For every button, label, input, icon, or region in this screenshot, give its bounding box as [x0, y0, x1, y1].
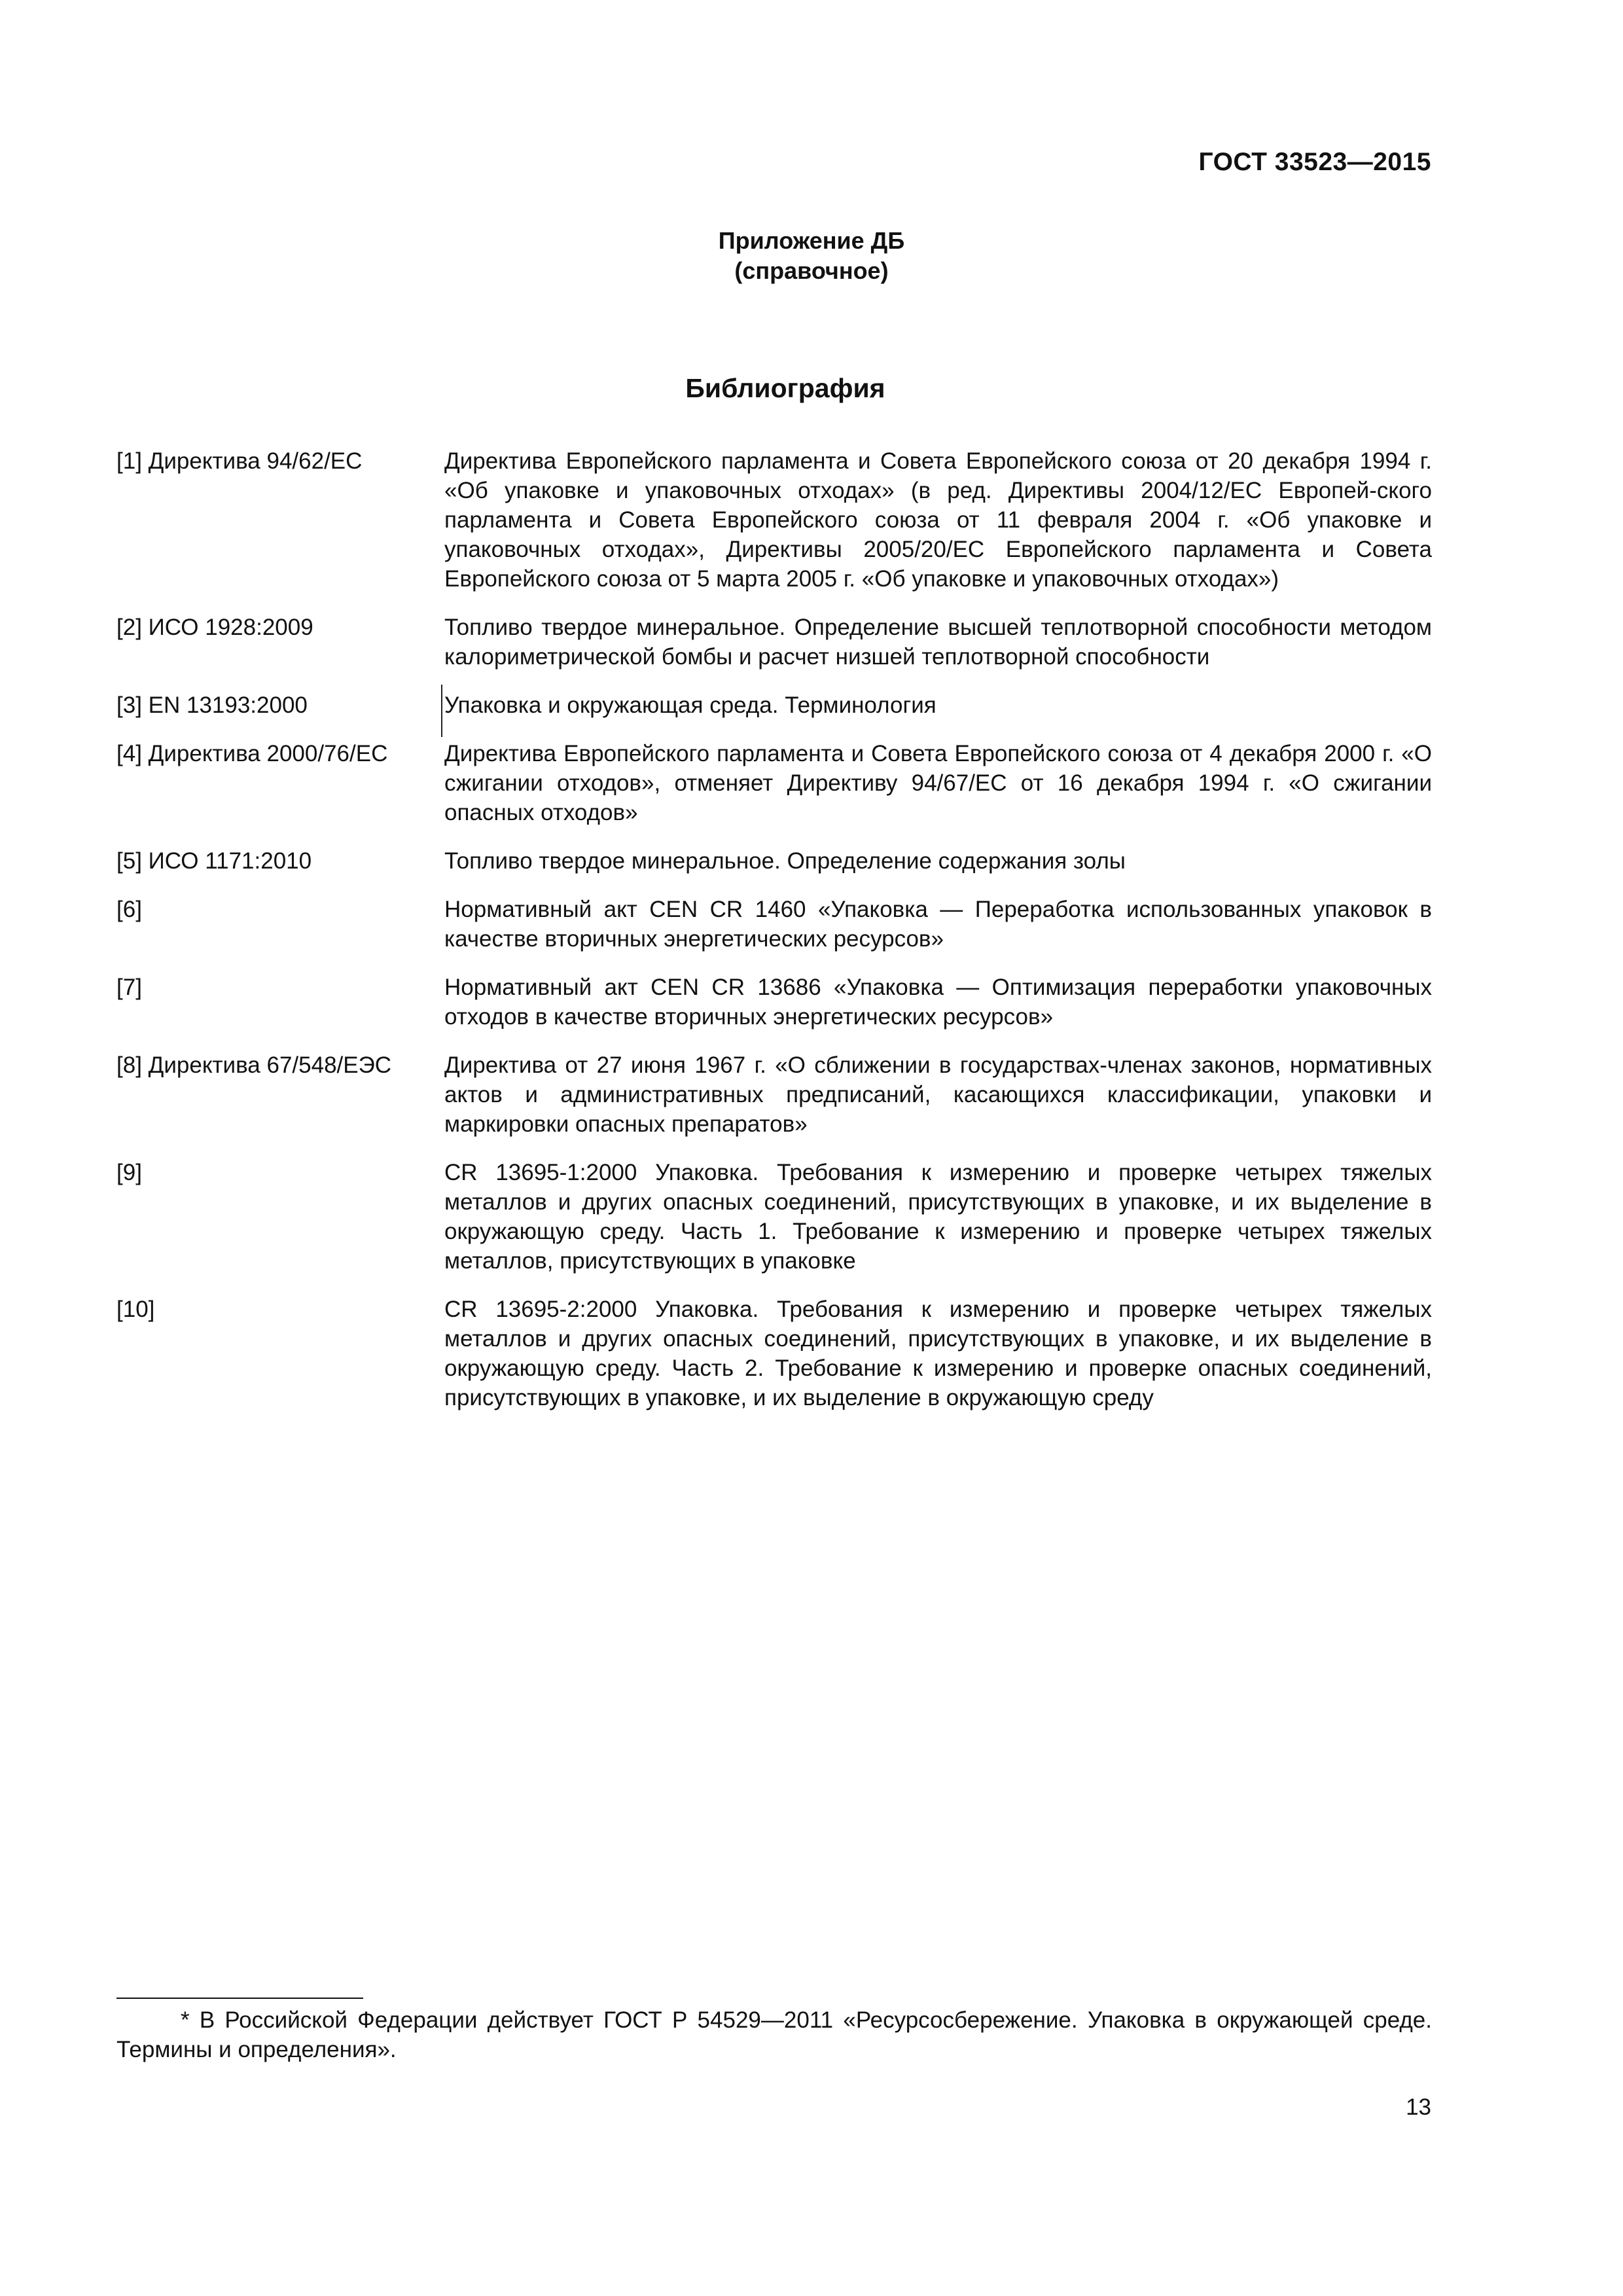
entry-reference: [6] [116, 897, 142, 922]
bibliography-entry [116, 1158, 1432, 1276]
appendix-title: Приложение ДБ [718, 227, 905, 254]
entry-reference: [8] Директива 67/548/ЕЭС [116, 1052, 392, 1078]
page-number: 13 [1406, 2094, 1431, 2120]
entry-description: Топливо твердое минеральное. Определение содержания золы [444, 848, 1126, 874]
entry-reference: [1] Директива 94/62/EC [116, 448, 363, 474]
entry-description: CR 13695-2:2000 Упаковка. Требования к измерению и проверке четырех тяжелых металлов и других опасных соединений, присутствующих в упаковке, и их выделение в окружающую среду. Часть 2. Требование к измерению и проверке опасных соединений, присутствующих в упаковке, и их выделение в окружающую среду [444, 1297, 1432, 1410]
bibliography-entry [116, 846, 1432, 876]
bibliography-entry [116, 613, 1432, 672]
bibliography-entry [116, 1295, 1432, 1412]
bibliography-entry [116, 691, 1432, 720]
entry-description: Директива Европейского парламента и Совета Европейского союза от 4 декабря 2000 г. «О сжигании отходов», отменяет Директиву 94/67/EC от 16 декабря 1994 г. «О сжигании опасных отходов» [444, 741, 1432, 825]
entry-description: Нормативный акт CEN CR 13686 «Упаковка — Оптимизация переработки упаковочных отходов в качестве вторичных энергетических ресурсов» [444, 975, 1432, 1030]
appendix-heading [0, 226, 1623, 286]
entry-description: Нормативный акт CEN CR 1460 «Упаковка — Переработка использованных упаковок в качестве вторичных энергетических ресурсов» [444, 897, 1432, 952]
bibliography-list [116, 446, 1432, 1431]
bibliography-entry [116, 446, 1432, 594]
footnote: * В Российской Федерации действует ГОСТ Р 54529—2011 «Ресурсосбережение. Упаковка в окружающей среде. Термины и определения». [116, 2007, 1432, 2062]
entry-reference: [9] [116, 1160, 142, 1185]
bibliography-title: Библиография [685, 373, 885, 403]
text-cursor-mark [441, 685, 442, 737]
appendix-subtitle: (справочное) [734, 257, 889, 284]
entry-reference: [4] Директива 2000/76/EC [116, 741, 388, 766]
entry-reference: [10] [116, 1297, 155, 1322]
bibliography-entry [116, 895, 1432, 954]
entry-reference: [7] [116, 975, 142, 1000]
entry-reference: [5] ИСО 1171:2010 [116, 848, 312, 874]
footnote-divider [116, 1998, 363, 1999]
entry-description: Топливо твердое минеральное. Определение высшей теплотворной способности методом калориметрической бомбы и расчет низшей теплотворной способности [444, 615, 1432, 670]
entry-description: Упаковка и окружающая среда. Терминология [444, 692, 936, 718]
entry-reference: [2] ИСО 1928:2009 [116, 615, 313, 640]
entry-reference: [3] EN 13193:2000 [116, 692, 308, 718]
document-code: ГОСТ 33523—2015 [1198, 148, 1431, 176]
entry-description: Директива Европейского парламента и Совета Европейского союза от 20 декабря 1994 г. «Об упаковке и упаковочных отходах» (в ред. Директивы 2004/12/EC Европей-ского парламента и Совета Европейского союза от 11 февраля 2004 г. «Об упаковке и упаковочных отходах», Директивы 2005/20/EC Европейского парламента и Совета Европейского союза от 5 марта 2005 г. «Об упаковке и упаковочных отходах») [444, 448, 1432, 592]
bibliography-entry [116, 1050, 1432, 1139]
bibliography-entry [116, 739, 1432, 827]
entry-description: CR 13695-1:2000 Упаковка. Требования к измерению и проверке четырех тяжелых металлов и других опасных соединений, присутствующих в упаковке, и их выделение в окружающую среду. Часть 1. Требование к измерению и проверке четырех тяжелых металлов, присутствующих в упаковке [444, 1160, 1432, 1274]
entry-description: Директива от 27 июня 1967 г. «О сближении в государствах-членах законов, нормативных актов и административных предписаний, касающихся классификации, упаковки и маркировки опасных препаратов» [444, 1052, 1432, 1137]
bibliography-entry [116, 973, 1432, 1031]
